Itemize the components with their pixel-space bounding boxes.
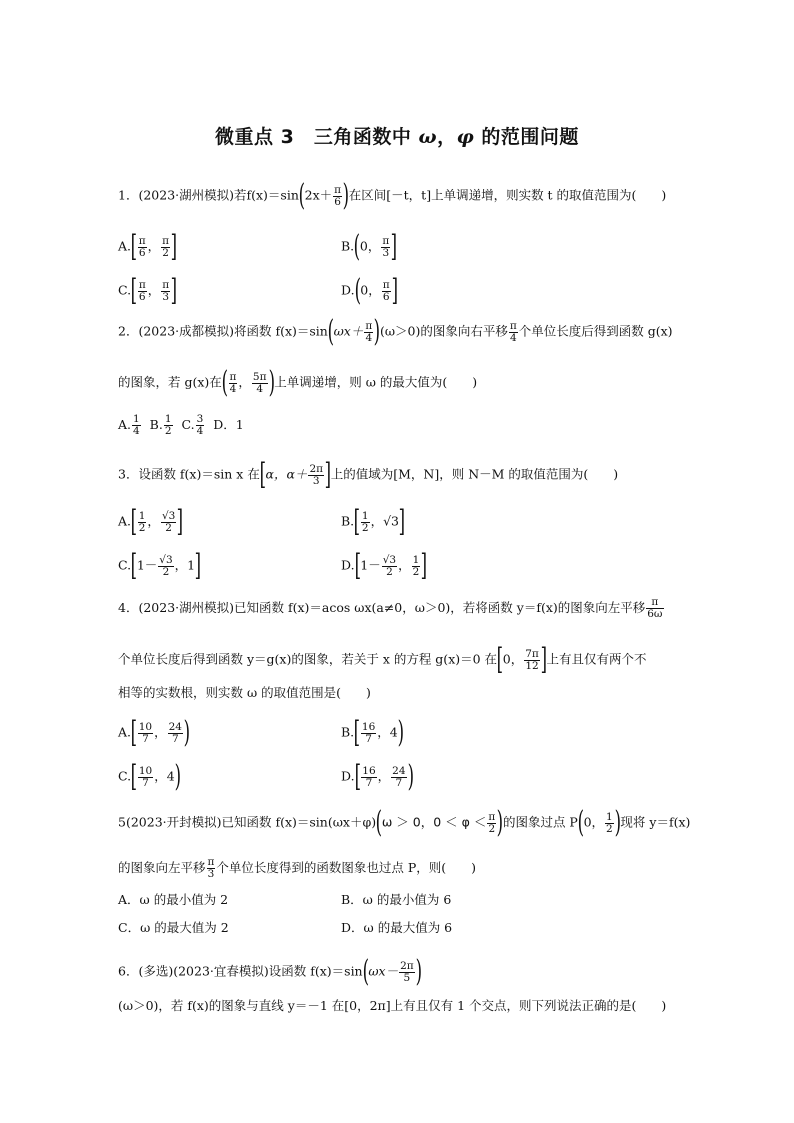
fraction [381,236,390,259]
bracket-right: ] [170,273,178,308]
fraction [361,766,376,789]
numerator: π [207,856,215,868]
numerator: 1 [164,413,172,425]
fraction [132,414,141,437]
q6-stem-b: ωx－ [368,963,399,979]
numerator: 7π [525,647,539,660]
paren-right: ) [174,759,181,794]
option-pre: 0， [360,282,381,298]
bracket-left: [ [353,715,361,750]
question-6-stem-line2: (ω＞0)，若 f(x)的图象与直线 y＝－1 在[0，2π]上有且仅有 1 个交点，则下列说法正确的是( ) [118,998,667,1013]
paren-right: ) [614,805,621,840]
option-label: A. [118,238,132,254]
q5-option-a[interactable]: A．ω 的最小值为 2 [118,892,229,907]
q6-stem-a: 6．(多选)(2023·宜春模拟)设函数 f(x)＝sin [118,963,363,979]
q2-stem-d: 个单位长度后得到函数 g(x) [518,323,673,339]
denominator: 4 [196,425,204,437]
question-5-stem [118,805,691,840]
option-label: D. [341,282,355,298]
paren-right: ) [183,715,191,750]
numerator: π [162,234,170,247]
denominator: 6 [382,290,390,303]
fraction [308,464,324,487]
fraction [138,722,153,745]
option-label: D. [341,557,355,573]
q5-point-x: 0， [583,814,605,830]
option-label: C. [118,557,132,573]
q5-option-d[interactable]: D．ω 的最大值为 6 [341,920,453,935]
q1-stem-c: 2x＋ [304,187,333,203]
paren-left: ( [221,365,228,400]
fraction [333,185,342,208]
numerator: 10 [138,720,153,733]
option-post: ，4 [377,724,398,740]
denominator: 2 [138,521,146,534]
question-4-stem [118,597,665,620]
title-sep: ， [437,126,457,148]
q2-stem-b: ωx＋ [333,323,364,339]
q5-stem-a: 5(2023·开封模拟)已知函数 f(x)＝sin(ωx＋φ) [118,814,377,830]
q1-option-b[interactable] [341,229,398,264]
denominator: 6 [138,246,146,259]
denominator: 7 [142,776,149,789]
fraction [138,236,147,259]
q2-option-d[interactable]: D．1 [213,417,244,432]
fraction [524,649,540,672]
denominator: 4 [256,382,264,395]
denominator: 3 [312,474,320,487]
option-label: C. [118,768,132,784]
bracket-right: ] [420,548,428,583]
q4-option-b[interactable] [341,715,404,750]
question-2-stem-line2 [118,365,478,400]
fraction [487,812,496,835]
numerator: √3 [161,509,176,522]
numerator: π [646,597,663,609]
question-3-stem [118,457,619,492]
fraction [138,280,147,303]
numerator: π [138,278,146,291]
denominator: 6 [138,290,146,303]
q3-stem-b: α，α＋ [265,466,308,482]
q5-line2a: 的图象向左平移 [118,860,206,875]
bracket-left: [ [259,457,266,492]
bracket-left: [ [353,504,361,539]
denominator: 3 [382,246,390,259]
option-label: B. [149,417,163,432]
fraction [207,857,216,880]
fraction [168,722,183,745]
fraction [138,511,147,534]
q4-stem-a: 4．(2023·湖州模拟)已知函数 f(x)＝acos ωx(a≠0，ω＞0)，若将函数 y＝f(x)的图象向左平移 [118,600,646,615]
question-6-stem [118,954,422,989]
option-label: B. [341,238,355,254]
q2-line2b: 上单调递增，则 ω 的最大值为( ) [274,374,478,390]
option-pre: 0， [359,238,381,254]
numerator: √3 [382,553,397,566]
denominator: 7 [142,732,149,745]
denominator: 7 [365,776,373,789]
denominator: 2 [164,425,172,437]
bracket-right: ] [324,457,332,492]
denominator: 4 [229,382,237,395]
question-5-stem-line2 [118,857,476,880]
q2-option-c[interactable] [181,413,205,437]
denominator: 4 [133,425,140,437]
paren-left: ( [298,178,305,213]
bracket-left: [ [354,548,361,583]
fraction [229,372,238,395]
q2-line2a: 的图象，若 g(x)在 [118,374,222,390]
fraction [412,555,421,578]
q2-stem-c: (ω＞0)的图象向右平移 [379,323,508,339]
bracket-left: [ [496,642,504,677]
fraction [158,555,173,578]
option-post: ，1 [174,557,196,573]
q1-option-a[interactable] [118,229,178,264]
question-4-stem-line3: 相等的实数根，则实数 ω 的取值范围是( ) [118,685,371,700]
numerator: 1 [133,413,140,425]
numerator: 2π [309,462,324,475]
paren-left: ( [354,273,361,308]
denominator: 2 [606,822,613,835]
page-title [0,122,794,149]
option-post: ，4 [154,768,175,784]
numerator: 3 [196,413,204,425]
option-label: A. [118,724,132,740]
numerator: 1 [606,810,613,823]
q4-line2-b: 0， [502,651,524,667]
q5-condition: ω ＞ 0，0 ＜ φ ＜ [381,814,487,830]
q5-stem-c: 的图象过点 P [502,814,578,830]
q4-option-c[interactable] [118,759,181,794]
denominator: 12 [525,659,539,672]
q3-option-b[interactable] [341,504,406,539]
paren-right: ) [268,365,275,400]
denominator: 7 [395,776,403,789]
q5-stem-e: 现将 y＝f(x) [620,814,691,830]
q3-stem-c: 上的值域为[M，N]，则 N－M 的取值范围为( ) [330,466,619,482]
fraction [252,372,268,395]
option-post: ，√3 [370,513,399,529]
bracket-left: [ [130,273,138,308]
q3-stem-a: 3．设函数 f(x)＝sin x 在 [118,466,260,482]
question-2-stem [118,314,673,349]
bracket-right: ] [176,504,184,539]
paren-left: ( [577,805,584,840]
numerator: π [488,810,496,823]
separator: ， [147,238,161,254]
q2-option-b[interactable] [149,413,174,437]
denominator: 3 [207,868,215,880]
denominator: 7 [171,732,179,745]
paren-left: ( [353,229,361,264]
fraction [361,722,376,745]
separator: ， [147,282,161,298]
numerator: 16 [362,764,376,777]
option-label: B. [341,724,355,740]
option-pre: 1－ [360,557,381,573]
denominator: 6 [334,195,341,208]
numerator: 24 [168,720,182,733]
numerator: π [138,234,146,247]
denominator: 5 [403,971,411,984]
option-label: C. [181,417,195,432]
title-post: 的范围问题 [474,126,579,148]
numerator: π [509,319,517,332]
title-text: 微重点 3 三角函数中 [215,126,419,148]
q1-option-d[interactable] [341,273,398,308]
numerator: 1 [361,509,369,522]
option-label: A. [118,417,132,432]
numerator: 24 [392,764,406,777]
bracket-right: ] [398,504,406,539]
paren-left: ( [375,805,383,840]
separator: ， [154,724,167,740]
numerator: √3 [159,553,173,566]
numerator: π [162,278,170,291]
q4-option-a[interactable] [118,715,191,750]
title-phi: φ [456,126,475,148]
q5-option-c[interactable]: C．ω 的最大值为 2 [118,920,229,935]
q3-option-c[interactable] [118,548,202,583]
q2-options [118,414,244,437]
q2-stem-a: 2．(2023·成都模拟)将函数 f(x)＝sin [118,323,328,339]
bracket-left: [ [130,229,138,264]
paren-right: ) [373,314,381,349]
numerator: 1 [412,553,420,566]
q5-line2b: 个单位长度得到的函数图象也过点 P，则( ) [216,860,477,875]
fraction [138,766,153,789]
denominator: 2 [162,246,169,259]
denominator: 6ω [647,608,663,620]
numerator: π [229,370,237,383]
q4-line2b: 上有且仅有两个不 [546,651,647,667]
numerator: π [334,183,342,196]
bracket-right: ] [170,229,178,264]
q1-stem-b: f(x)＝sin [246,187,299,203]
bracket-right: ] [540,642,547,677]
q2-option-a[interactable] [118,413,142,437]
q4-option-d[interactable] [341,759,414,794]
bracket-left: [ [354,759,361,794]
q3-option-a[interactable] [118,504,184,539]
fraction [196,414,205,437]
paren-right: ) [496,805,504,840]
q5-option-b[interactable]: B．ω 的最小值为 6 [341,892,452,907]
fraction [399,961,415,984]
separator: ， [147,513,160,529]
fraction [382,555,397,578]
numerator: 10 [138,764,153,777]
fraction [509,321,518,344]
option-label: C. [118,282,132,298]
paren-right: ) [397,715,404,750]
q3-option-d[interactable] [341,548,428,583]
fraction [161,236,170,259]
fraction [161,280,170,303]
numerator: 5π [252,370,267,383]
paren-left: ( [327,314,334,349]
q1-stem-a: 1．(2023·湖州模拟)若 [118,187,247,203]
numerator: 1 [138,509,146,522]
paren-right: ) [407,759,414,794]
fraction [164,414,173,437]
fraction [646,597,663,620]
option-label: B. [341,513,355,529]
numerator: π [382,278,390,291]
denominator: 2 [361,521,369,534]
denominator: 2 [488,822,496,835]
fraction [161,511,176,534]
denominator: 2 [165,521,172,534]
question-1-stem [118,178,667,213]
denominator: 4 [365,331,373,344]
denominator: 2 [386,565,393,578]
question-4-stem-line2 [118,642,647,677]
denominator: 2 [412,565,420,578]
title-omega: ω [418,126,438,148]
separator: ， [238,374,251,390]
fraction [364,321,373,344]
separator: ， [377,768,391,784]
bracket-right: ] [194,548,202,583]
numerator: 2π [400,959,414,972]
denominator: 3 [162,290,170,303]
numerator: π [382,234,390,247]
bracket-left: [ [130,715,138,750]
option-pre: 1－ [136,557,158,573]
paren-left: ( [362,954,369,989]
bracket-right: ] [391,273,398,308]
paren-right: ) [415,954,422,989]
bracket-right: ] [390,229,398,264]
q1-option-c[interactable] [118,273,178,308]
bracket-left: [ [130,504,138,539]
option-label: D. [341,768,355,784]
fraction [605,812,614,835]
bracket-left: [ [130,548,138,583]
denominator: 7 [365,732,372,745]
q1-stem-d: 在区间[－t，t]上单调递增，则实数 t 的取值范围为( ) [348,187,667,203]
fraction [391,766,406,789]
denominator: 2 [162,565,170,578]
numerator: π [365,319,373,332]
denominator: 4 [509,331,517,344]
fraction [361,511,370,534]
fraction [382,280,391,303]
numerator: 16 [361,720,376,733]
separator: ， [398,557,411,573]
option-label: A. [118,513,132,529]
q4-line2a: 个单位长度后得到函数 y＝g(x)的图象，若关于 x 的方程 g(x)＝0 在 [118,651,498,667]
paren-right: ) [342,178,350,213]
bracket-left: [ [130,759,138,794]
